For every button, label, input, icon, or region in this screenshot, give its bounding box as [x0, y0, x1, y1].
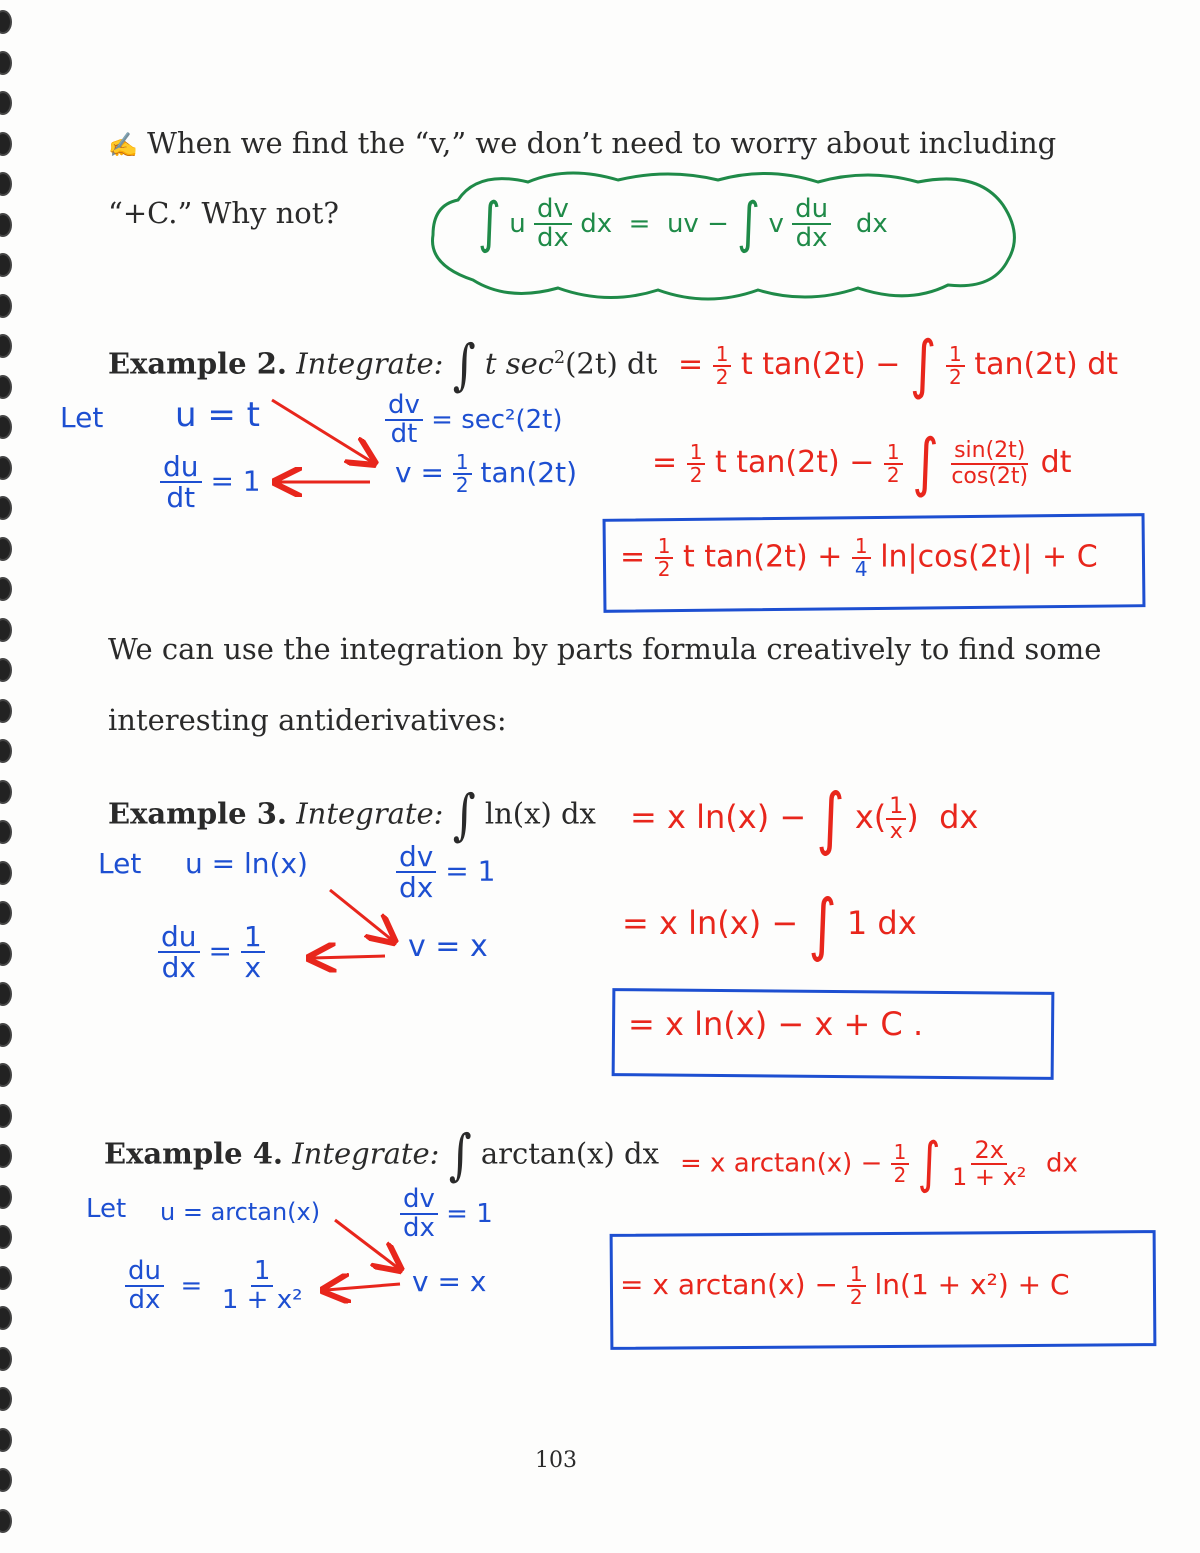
- ex2-v: v = $\frac{1}{2}$ tan(2t): [395, 450, 578, 497]
- ex3-dv: $\frac{dv}{dx}$ = 1: [396, 842, 495, 903]
- note-line-1: ✍ When we find the “v,” we don’t need to worry about including: [108, 126, 1057, 160]
- ex2-arrow-u-to-v: [272, 400, 372, 462]
- writing-hand-icon: ✍: [108, 131, 138, 159]
- ex4-u: u = arctan(x): [160, 1198, 321, 1226]
- parts-formula: ∫ u $\frac{dv}{dx}$ dx = uv − ∫ v $\frac{du}{dx}$ dx: [478, 191, 888, 256]
- ex2-u: u = t: [175, 395, 260, 435]
- example-4-heading: Example 4. Integrate: ∫ arctan(x) dx: [104, 1123, 659, 1188]
- paragraph-line-2: interesting antiderivatives:: [108, 703, 507, 737]
- ex2-dv: $\frac{dv}{dt}$ = sec²(2t): [385, 392, 563, 449]
- ex3-step-1: = x ln(x) − ∫ x( $\frac{1}{x}$ ) dx: [630, 778, 979, 858]
- ex3-arrow-u-to-v: [330, 890, 392, 940]
- ex4-answer: = x arctan(x) − $\frac{1}{2}$ ln(1 + x²) + C: [620, 1262, 1070, 1309]
- ex3-step-2: = x ln(x) − ∫ 1 dx: [622, 884, 917, 964]
- ex4-arrow-u-to-v: [335, 1220, 398, 1268]
- ex3-arrow-v-to-du: [312, 956, 385, 958]
- ex4-step-1: = x arctan(x) − $\frac{1}{2}$ ∫ $\frac{2x}{\text{1 + x²}}$ dx: [680, 1131, 1078, 1196]
- ex2-du: $\frac{du}{dt}$ = 1: [160, 452, 261, 513]
- paragraph-line-1: We can use the integration by parts formula creatively to find some: [108, 632, 1102, 666]
- ex4-v: v = x: [412, 1265, 487, 1298]
- note-line-2: “+C.” Why not?: [108, 196, 339, 230]
- ex4-dv: $\frac{dv}{dx}$ = 1: [400, 1186, 493, 1243]
- ex3-answer: = x ln(x) − x + C .: [628, 1005, 924, 1043]
- ex2-step-1: = $\frac{1}{2}$ t tan(2t) − ∫ $\frac{1}{2}$ tan(2t) dt: [678, 328, 1119, 403]
- ex4-let: Let: [86, 1194, 127, 1224]
- ex3-v: v = x: [408, 929, 488, 964]
- ex4-arrow-v-to-du: [326, 1284, 400, 1290]
- page-number: 103: [535, 1448, 577, 1473]
- example-2-heading: Example 2. Integrate: ∫ t $\sec^2(2t)$ dt: [108, 333, 658, 398]
- ex3-du: $\frac{du}{dx}$ = $\frac{1}{x}$: [158, 922, 265, 983]
- ex3-let: Let: [98, 847, 142, 880]
- example-3-heading: Example 3. Integrate: ∫ ln(x) dx: [108, 783, 596, 848]
- ex2-let: Let: [60, 401, 104, 434]
- ex4-du: $\frac{du}{dx}$ = $\frac{1}{\text{1 + x²}}$: [125, 1258, 306, 1315]
- ex2-answer: = $\frac{1}{2}$ t tan(2t) + $\frac{1}{4}$ ln|cos(2t)| + C: [620, 534, 1098, 581]
- ex3-u: u = ln(x): [185, 847, 308, 880]
- ex2-step-2: = $\frac{1}{2}$ t tan(2t) − $\frac{1}{2}$ ∫ $\frac{\sin(2t)}{\cos(2t)}$ dt: [652, 426, 1072, 501]
